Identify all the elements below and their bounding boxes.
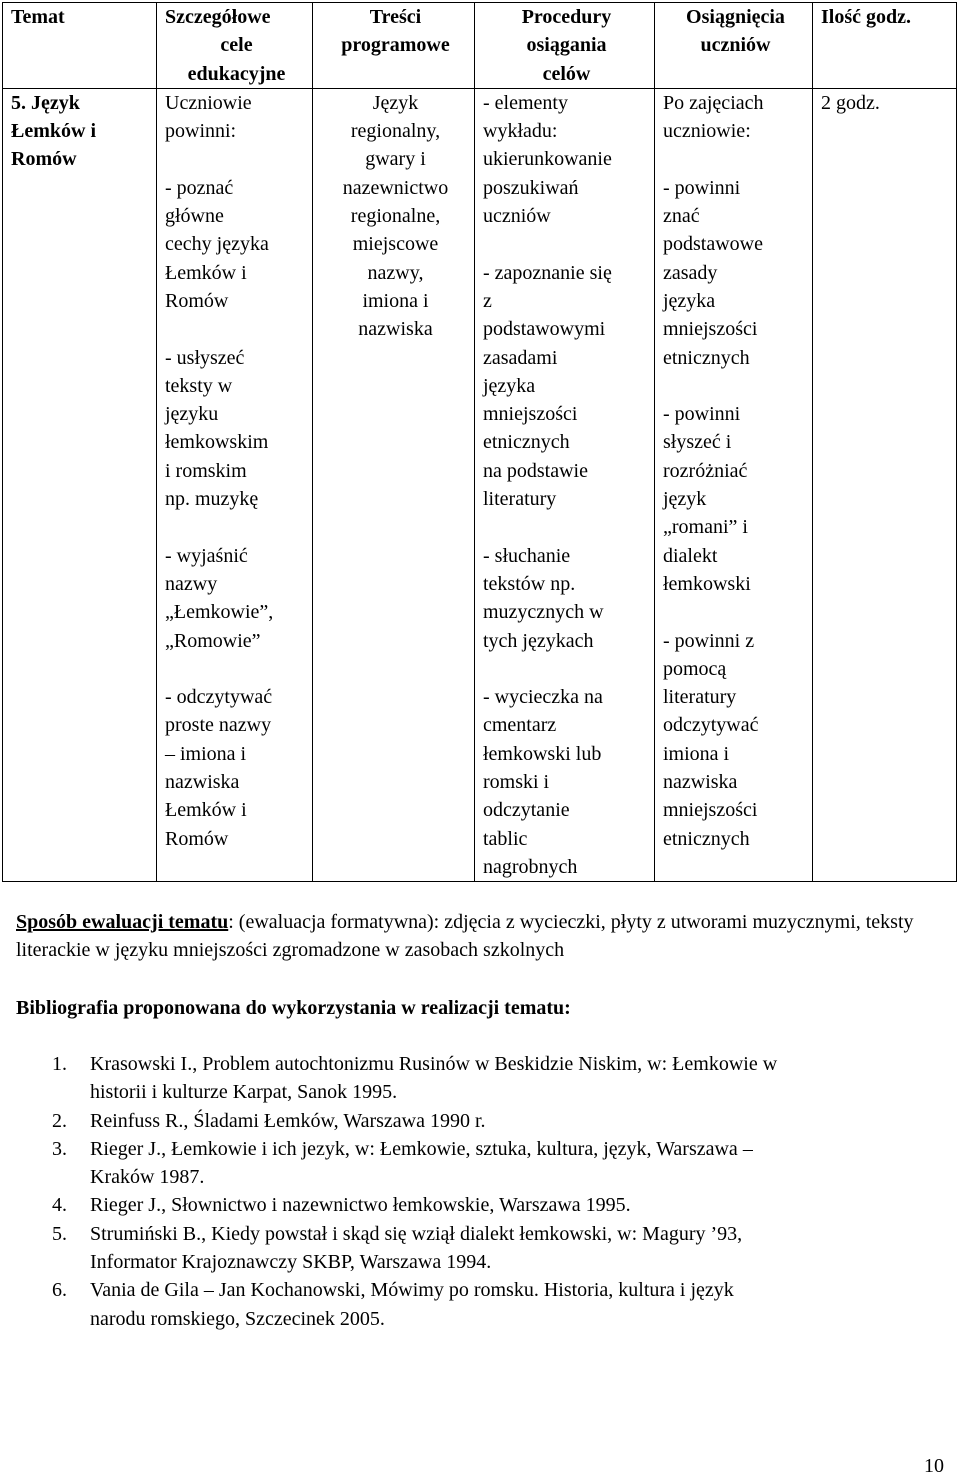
list-item: 5. Strumiński B., Kiedy powstał i skąd się wziął dialekt łemkowski, w: Magury ’93, Informator Krajoznawczy SKBP, Warszawa 1994. <box>16 1220 946 1277</box>
evaluation-text: : (ewaluacja formatywna): zdjęcia z wycieczki, płyty z utworami muzycznymi, teksty literackie w języku mniejszości zgromadzone w zasobach szkolnych <box>16 911 914 962</box>
cell-cele: Uczniowie powinni: - poznać główne cechy języka Łemków i Romów - usłyszeć teksty w języku łemkowskim i romskim np. muzykę - wyjaśnić nazwy „Łemkowie”, „Romowie” - odczytywać proste nazwy – imiona i nazwiska Łemków i Romów <box>157 88 313 881</box>
table-row <box>3 88 957 881</box>
header-tresci: Treści programowe <box>313 3 475 89</box>
header-osiagniecia: Osiągnięcia uczniów <box>655 3 813 89</box>
header-cele: Szczegółowe cele edukacyjne <box>157 3 313 89</box>
cell-osiagniecia: Po zajęciach uczniowie: - powinni znać podstawowe zasady języka mniejszości etnicznych - powinni słyszeć i rozróżniać język „romani” i dialekt łemkowski - powinni z pomocą literatury odczytywać imiona i nazwiska mniejszości etnicznych <box>655 88 813 881</box>
bibliography-title: Bibliografia proponowana do wykorzystania w realizacji tematu: <box>16 997 571 1019</box>
curriculum-table <box>2 2 957 882</box>
table-header-row <box>3 3 957 89</box>
list-item-number: 5. <box>52 1222 67 1245</box>
cell-tresci: Język regionalny, gwary i nazewnictwo regionalne, miejscowe nazwy, imiona i nazwiska <box>313 88 475 881</box>
evaluation-label: Sposób ewaluacji tematu <box>16 911 229 933</box>
list-item-number: 2. <box>52 1109 67 1132</box>
evaluation-section <box>16 908 946 965</box>
list-item-number: 1. <box>52 1053 67 1075</box>
cell-procedury: - elementy wykładu: ukierunkowanie poszukiwań uczniów - zapoznanie się z podstawowymi zasadami języka mniejszości etnicznych na podstawie literatury - słuchanie tekstów np. muzycznych w tych językach - wycieczka na cmentarz łemkowski lub romski i odczytanie tablic nagrobnych <box>475 88 655 881</box>
list-item: 1. Krasowski I., Problem autochtonizmu Rusinów w Beskidzie Niskim, w: Łemkowie w historii i kulturze Karpat, Sanok 1995. <box>16 1050 946 1107</box>
list-item-number: 3. <box>52 1137 67 1160</box>
list-item: 3. Rieger J., Łemkowie i ich jezyk, w: Łemkowie, sztuka, kultura, język, Warszawa – Kraków 1987. <box>16 1135 946 1192</box>
list-item: 2. Reinfuss R., Śladami Łemków, Warszawa 1990 r. <box>16 1107 946 1135</box>
cell-ilosc: 2 godz. <box>813 88 957 881</box>
list-item-number: 6. <box>52 1279 67 1302</box>
cell-temat: 5. Język Łemków i Romów <box>3 88 157 881</box>
header-temat: Temat <box>3 3 157 89</box>
bibliography-list <box>16 1050 946 1333</box>
list-item-number: 4. <box>52 1194 67 1217</box>
list-item: 4. Rieger J., Słownictwo i nazewnictwo łemkowskie, Warszawa 1995. <box>16 1191 946 1219</box>
header-ilosc: Ilość godz. <box>813 3 957 89</box>
header-procedury: Procedury osiągania celów <box>475 3 655 89</box>
list-item: 6. Vania de Gila – Jan Kochanowski, Mówimy po romsku. Historia, kultura i język narodu romskiego, Szczecinek 2005. <box>16 1276 946 1333</box>
page-number: 10 <box>924 1455 944 1477</box>
